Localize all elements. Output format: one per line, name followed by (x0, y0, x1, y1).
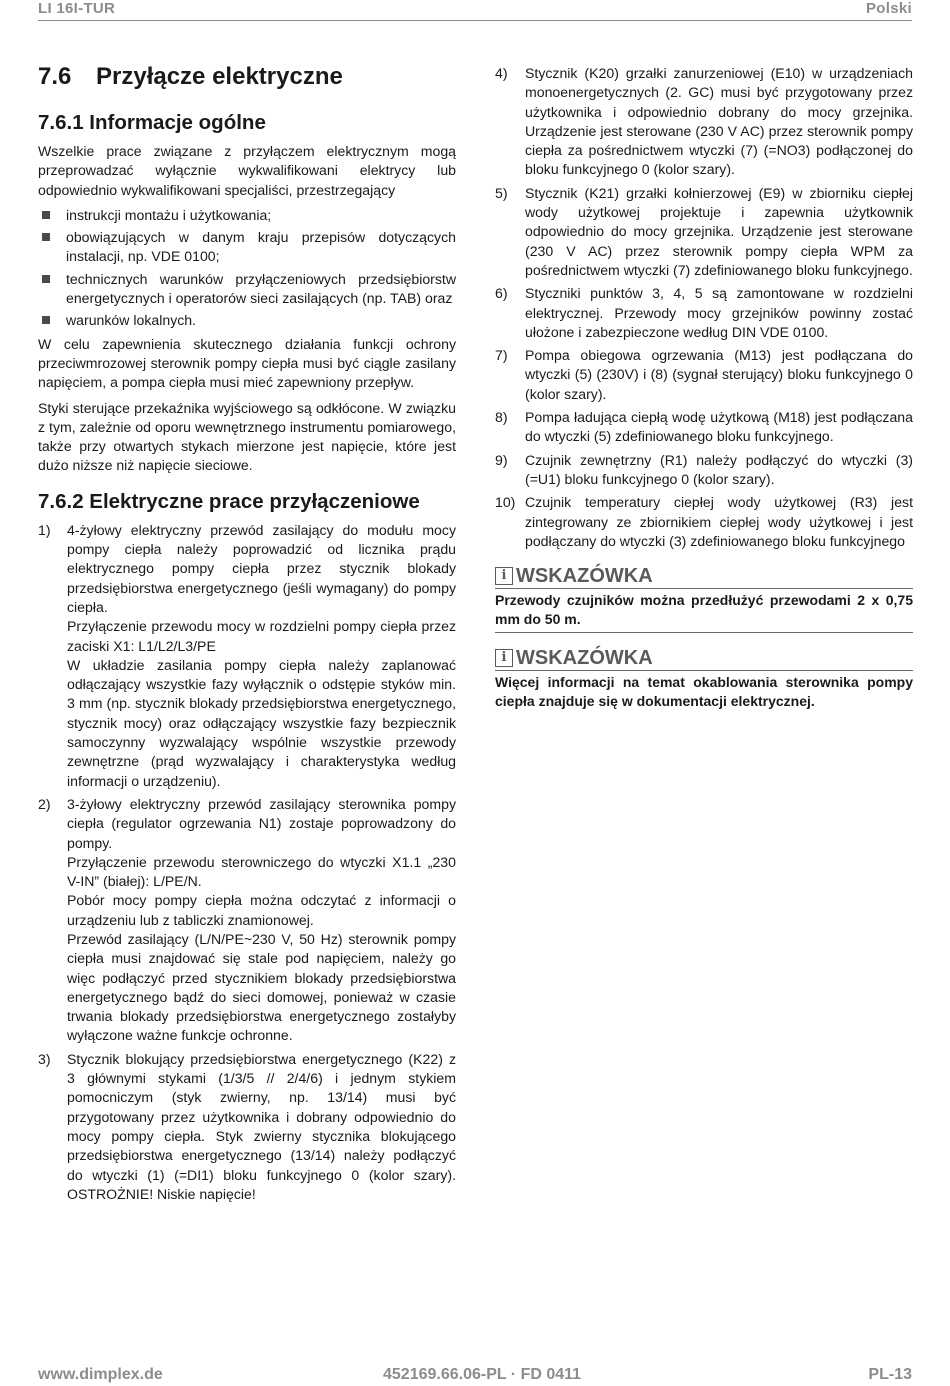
note-text: Przewody czujników można przedłużyć przewodami 2 x 0,75 mm do 50 m. (495, 589, 913, 633)
list-item: 6) Styczniki punktów 3, 4, 5 są zamontowane w rozdzielni elektrycznej. Przewody mocy grzejników powinny zostać ułożone i zabezpieczone według DIN VDE 0100. (495, 285, 913, 340)
section-title: Przyłącze elektryczne (96, 63, 343, 90)
list-item: 3) Stycznik blokujący przedsiębiorstwa energetycznego (K22) z 3 głównymi stykami (1/3/5 // 2/4/6) i jednym stykiem pomocniczym (styk zwierny, np. 13/14) musi być przygotowany przez użytkownika i dobrany odpowiednio do mocy pompy ciepła. Styk zwierny stycznika blokującego przedsiębiorstwa energetycznego (13/14) należy podłączyć do wtyczki (1) (=DI1) bloku funkcyjnego 0 (kolor szary). OSTROŻNIE! Niskie napięcie! (38, 1050, 456, 1202)
list-item: 9) Czujnik zewnętrzny (R1) należy podłączyć do wtyczki (3) (=U1) bloku funkcyjnego 0 (kolor szary). (495, 451, 913, 487)
item-number: 7) (495, 347, 508, 364)
subsection-heading-general: 7.6.1 Informacje ogólne (38, 111, 266, 134)
note-text: Więcej informacji na temat okablowania sterownika pompy ciepła znajduje się w dokumentacji elektrycznej. (495, 674, 913, 710)
item-number: 6) (495, 285, 508, 302)
connection-steps-right (495, 64, 913, 551)
page-footer (38, 1362, 912, 1386)
language-label: Polski (866, 0, 912, 17)
square-bullet-icon (42, 233, 50, 241)
section-number: 7.6 (38, 63, 72, 90)
page-header (38, 0, 912, 21)
relay-contacts-paragraph: Styki sterujące przekaźnika wyjściowego są odkłócone. W związku z tym, zależnie od oporu wewnętrznego instrumentu pomiarowego, także przy otwartych stykach mierzone jest napięcie, które jest dużo niższe niż napięcie sieciowe. (38, 399, 456, 474)
item-number: 4) (495, 65, 508, 81)
note-box-sensor-cables (495, 565, 913, 633)
list-item: technicznych warunków przyłączeniowych przedsiębiorstw energetycznych i operatorów sieci zasilających (np. TAB) oraz (38, 270, 456, 309)
item-number: 5) (495, 184, 508, 201)
list-item: 8) Pompa ładująca ciepłą wodę użytkową (M18) jest podłączana do wtyczki (5) zdefiniowanego bloku funkcyjnego. (495, 409, 913, 445)
list-item: 1) 4-żyłowy elektryczny przewód zasilający do modułu mocy pompy ciepła należy poprowadzić od licznika prądu elektrycznego pompy ciepła przez stycznik blokady przedsiębiorstwa energetycznego (jeśli wymagany) do pompy ciepła. Przyłączenie przewodu mocy w rozdzielni pompy ciepła przez zaciski X1: L1/L2/L3/PE W układzie zasilania pompy ciepła należy zaplanować odłączający wszystkie fazy wyłącznik o odstępie styków min. 3 mm (np. stycznik blokady przedsiębiorstwa energetycznego, stycznik mocy) oraz odłączający wszystkie fazy bezpiecznik samoczynny wyzwalający wspólnie wszystkie przewody zewnętrzne (prąd wyzwalający i charakterystyka według informacji o urządzeniu). (38, 521, 456, 789)
document-number: 452169.66.06-PL · FD 0411 (383, 1366, 582, 1383)
subsection-heading-connection-work: 7.6.2 Elektryczne prace przyłączeniowe (38, 489, 420, 513)
note-title: i WSKAZÓWKA (495, 647, 913, 669)
left-column (38, 62, 456, 1208)
item-number: 1) (38, 521, 51, 538)
info-icon: i (495, 649, 513, 667)
info-icon: i (495, 567, 513, 585)
square-bullet-icon (42, 211, 50, 219)
square-bullet-icon (42, 316, 50, 324)
requirements-list (38, 206, 456, 331)
note-title: i WSKAZÓWKA (495, 565, 913, 587)
square-bullet-icon (42, 275, 50, 283)
model-name: LI 16I-TUR (38, 0, 116, 17)
list-item: 4) Stycznik (K20) grzałki zanurzeniowej (E10) w urządzeniach monoenergetycznych (2. GC) musi być przygotowany przez użytkownika i odpowiednio dobrany do mocy grzejnika. Urządzenie jest sterowane (230 V AC) przez sterownik pompy ciepła za pośrednictwem wtyczki (7) (=NO3) podłączonej do bloku funkcyjnego 0 (kolor szary). (495, 65, 913, 178)
frost-protection-paragraph: W celu zapewnienia skutecznego działania funkcji ochrony przeciwmrozowej sterownik pompy ciepła musi być ciągle zasilany napięciem, a pompa ciepła musi mieć zapewniony przepływ. (38, 335, 456, 391)
item-number: 8) (495, 409, 508, 426)
general-intro: Wszelkie prace związane z przyłączem elektrycznym mogą przeprowadzać wyłącznie wykwalifikowani elektrycy lub odpowiednio wykwalifikowani specjaliści, przestrzegający (38, 143, 456, 198)
item-number: 9) (495, 451, 508, 468)
website-link[interactable]: www.dimplex.de (38, 1366, 163, 1383)
list-item: 10) Czujnik temperatury ciepłej wody użytkowej (R3) jest zintegrowany ze zbiornikiem ciepłej wody użytkowej i jest podłączany do wtyczki (3) zdefiniowanego bloku funkcyjnego (495, 494, 913, 549)
list-item: 2) 3-żyłowy elektryczny przewód zasilający sterownika pompy ciepła (regulator ogrzewania N1) zostaje poprowadzony do pompy. Przyłączenie przewodu sterowniczego do wtyczki X1.1 „230 V-IN” (białej): L/PE/N. Pobór mocy pompy ciepła można odczytać z informacji o urządzeniu lub z tabliczki znamionowej. Przewód zasilający (L/N/PE~230 V, 50 Hz) sterownik pompy ciepła musi znajdować się stale pod napięciem, należy go więc podłączyć przed stycznikiem blokady przedsiębiorstwa energetycznego bądź do sieci domowej, ponieważ w czasie trwania blokady przedsiębiorstwa energetycznego zostałyby wyłączone ważne funkcje ochronne. (38, 795, 456, 1044)
item-number: 2) (38, 795, 51, 812)
note-box-wiring-docs (495, 647, 913, 714)
section-heading (38, 62, 456, 92)
list-item: warunków lokalnych. (38, 311, 456, 330)
page-number: PL-13 (868, 1366, 912, 1383)
right-column (495, 64, 913, 714)
list-item: obowiązujących w danym kraju przepisów dotyczących instalacji, np. VDE 0100; (38, 228, 456, 267)
connection-steps-left (38, 521, 456, 1204)
list-item: instrukcji montażu i użytkowania; (38, 206, 456, 225)
list-item: 7) Pompa obiegowa ogrzewania (M13) jest podłączana do wtyczki (5) (230V) i (8) (sygnał sterujący) bloku funkcyjnego 0 (kolor szary). (495, 347, 913, 402)
item-number: 3) (38, 1050, 51, 1067)
list-item: 5) Stycznik (K21) grzałki kołnierzowej (E9) w zbiorniku ciepłej wody użytkowej projektuje i zapewnia użytkownik odpowiednio do mocy grzejnika. Urządzenie jest sterowane (230 V AC) przez sterownik pompy ciepła WPM za pośrednictwem wtyczki (7) zdefiniowanego bloku funkcyjnego. (495, 184, 913, 278)
item-number: 10) (495, 494, 516, 511)
